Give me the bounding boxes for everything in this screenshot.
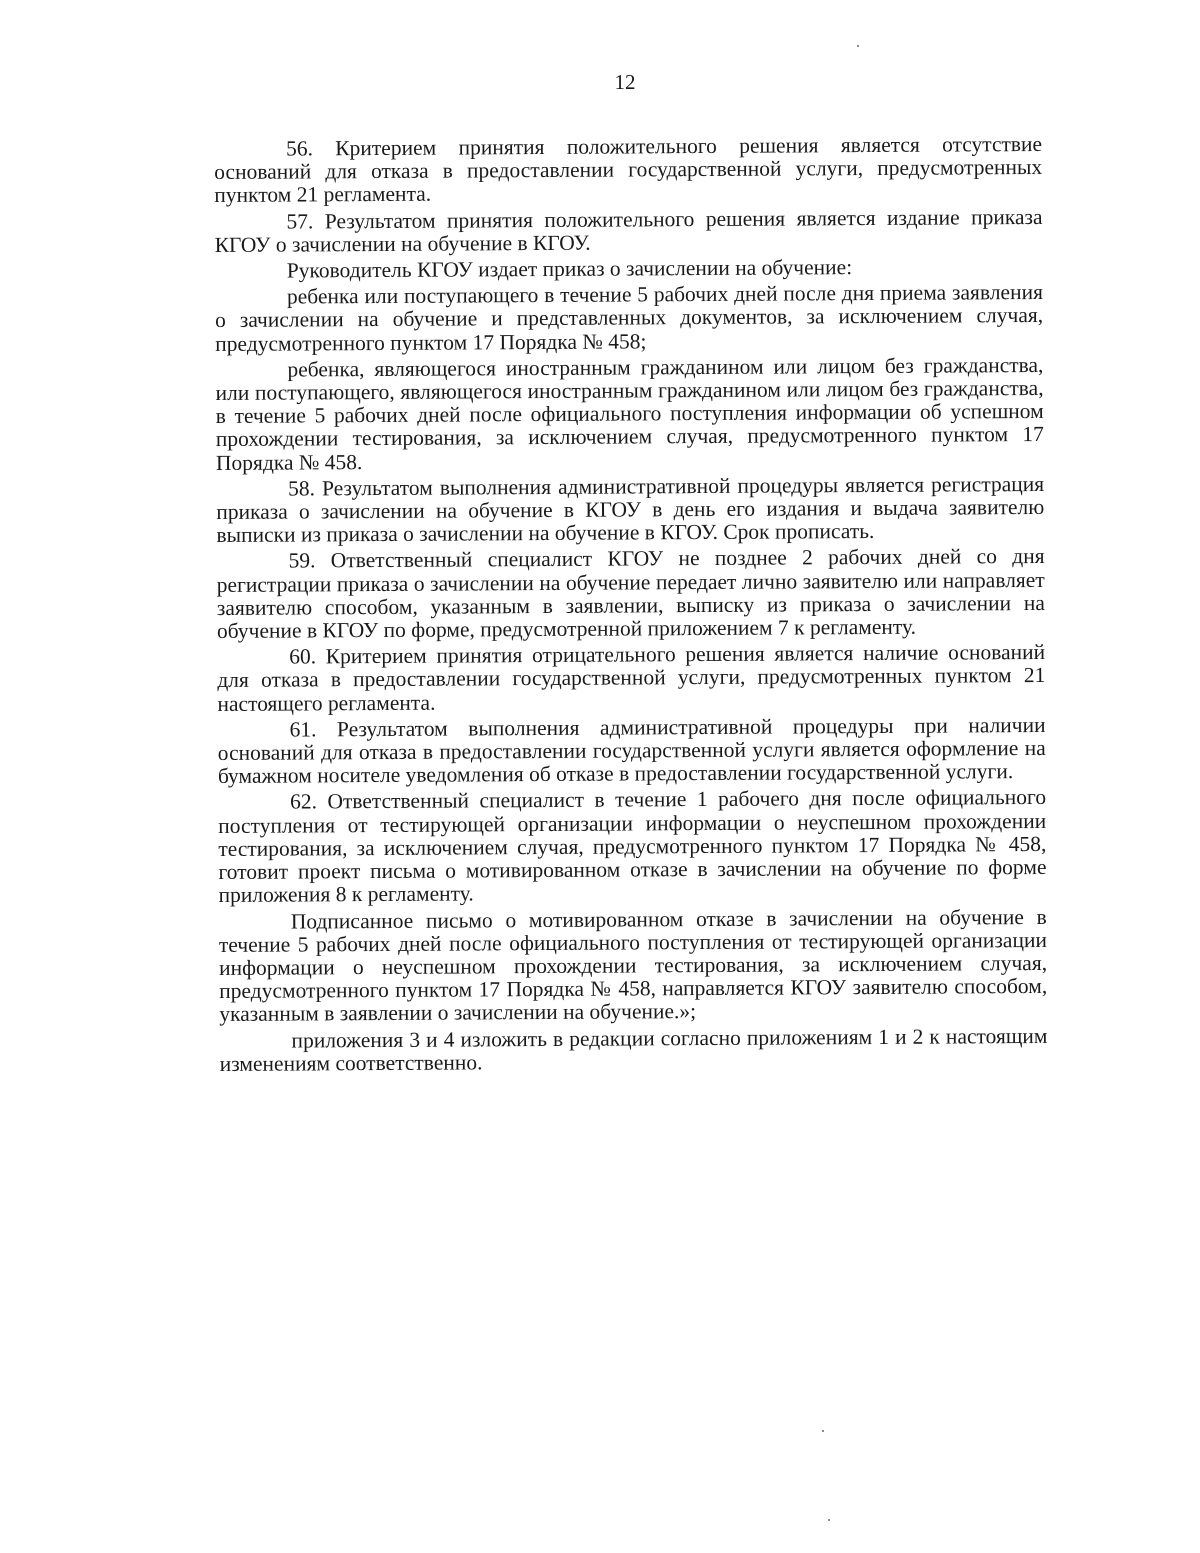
scan-speck xyxy=(828,1519,830,1521)
paragraph-foreign-child: ребенка, являющегося иностранным гражданином или лицом без гражданства, или поступающего, являющегося иностранным гражданином или лицом без гражданства, в течение 5 рабочих дней после официального поступления информации об успешном прохождении тестирования, за исключением случая, предусмотренного пунктом 17 Порядка № 458. xyxy=(215,352,1044,475)
paragraph-61: 61. Результатом выполнения административной процедуры при наличии оснований для отказа в предоставлении государственной услуги является оформление на бумажном носителе уведомления об отказе в предоставлении государственной услуги. xyxy=(217,712,1046,789)
page-number: 12 xyxy=(614,70,636,94)
paragraph-58: 58. Результатом выполнения административной процедуры является регистрация приказа о зачислении на обучение в КГОУ в день его издания и выдача заявителю выписки из приказа о зачислении на обучение в КГОУ. Срок прописать. xyxy=(216,471,1045,548)
scan-speck xyxy=(857,45,859,47)
paragraph-62: 62. Ответственный специалист в течение 1 рабочего дня после официального поступления от тестирующей организации информации о неуспешном прохождении тестирования, за исключением случая, предусмотренного пунктом 17 Порядка № 458, готовит проект письма о мотивированном отказе в зачислении на обучение по форме приложения 8 к регламенту. xyxy=(218,785,1047,908)
paragraph-57: 57. Результатом принятия положительного решения является издание приказа КГОУ о зачислении на обучение в КГОУ. xyxy=(214,204,1043,257)
scan-speck xyxy=(822,1430,824,1432)
paragraph-child-applicant: ребенка или поступающего в течение 5 рабочих дней после дня приема заявления о зачислении на обучение и представленных документов, за исключением случая, предусмотренного пунктом 17 Порядка № 458; xyxy=(215,280,1044,356)
paragraph-59: 59. Ответственный специалист КГОУ не позднее 2 рабочих дней со дня регистрации приказа о зачислении на обучение передает лично заявителю или направляет заявителю способом, указанным в заявлении, выписку из приказа о зачислении на обучение в КГОУ по форме, предусмотренной приложением 7 к регламенту. xyxy=(216,544,1045,644)
document-body xyxy=(214,133,1048,1079)
paragraph-appendices: приложения 3 и 4 изложить в редакции согласно приложениям 1 и 2 к настоящим изменениям соответственно. xyxy=(219,1023,1048,1076)
paragraph-signed-letter: Подписанное письмо о мотивированном отказе в зачислении на обучение в течение 5 рабочих дней после официального поступления от тестирующей организации информации о неуспешном прохождении тестирования, за исключением случая, предусмотренного пунктом 17 Порядка № 458, направляется КГОУ заявителю способом, указанным в заявлении о зачислении на обучение.»; xyxy=(218,904,1048,1027)
paragraph-head-order: Руководитель КГОУ издает приказ о зачислении на обучение: xyxy=(286,255,853,283)
paragraph-56: 56. Критерием принятия положительного решения является отсутствие оснований для отказа в предоставлении государственной услуги, предусмотренных пунктом 21 регламента. xyxy=(214,131,1043,208)
paragraph-60: 60. Критерием принятия отрицательного решения является наличие оснований для отказа в предоставлении государственной услуги, предусмотренных пунктом 21 настоящего регламента. xyxy=(217,640,1046,716)
